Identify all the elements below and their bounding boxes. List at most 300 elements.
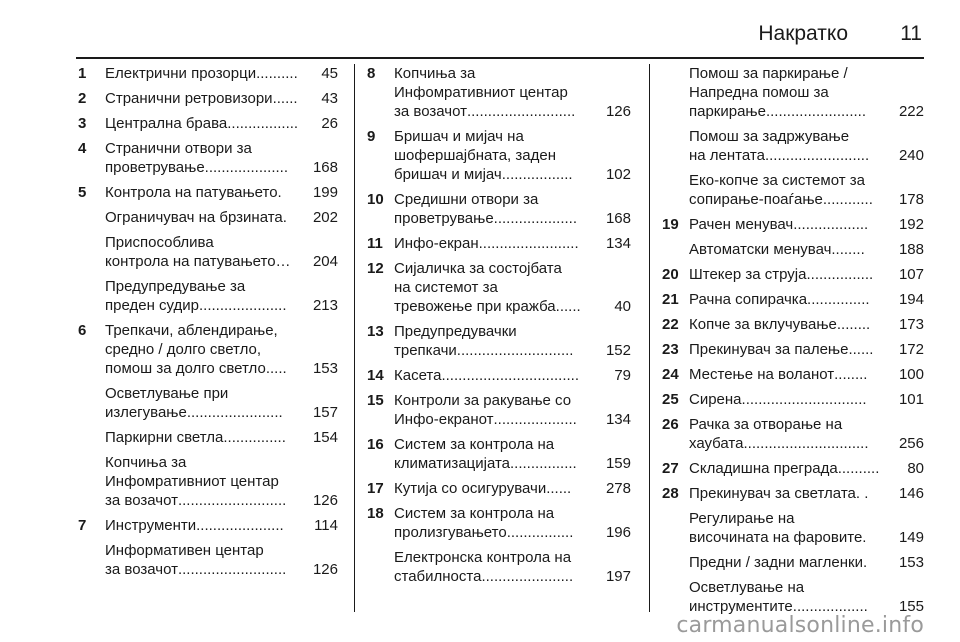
page-reference[interactable]: 173 bbox=[898, 316, 924, 333]
dot-leader: ........ bbox=[834, 366, 868, 383]
entry-title: инструментите bbox=[689, 598, 793, 615]
entry-number: 28 bbox=[662, 485, 679, 502]
entry-title: излегување bbox=[105, 404, 187, 421]
entry-title: Информативен центар bbox=[105, 542, 264, 559]
index-entry bbox=[367, 322, 631, 360]
page-reference[interactable]: 102 bbox=[605, 166, 631, 183]
page-reference[interactable]: 256 bbox=[898, 435, 924, 452]
page-reference[interactable]: 278 bbox=[605, 480, 631, 497]
entry-line bbox=[394, 454, 631, 473]
index-entry bbox=[367, 64, 631, 121]
entry-line bbox=[394, 146, 631, 165]
index-entry bbox=[662, 509, 924, 547]
entry-title: Регулирање на bbox=[689, 510, 795, 527]
entry-number: 1 bbox=[78, 65, 87, 82]
page-reference[interactable]: 79 bbox=[614, 367, 631, 384]
index-entry bbox=[662, 240, 924, 259]
entry-title: Паркирни светла bbox=[105, 429, 224, 446]
entry-line bbox=[394, 548, 631, 567]
dot-leader: .............................. bbox=[741, 391, 867, 408]
dot-leader: . bbox=[862, 529, 867, 546]
entry-number: 22 bbox=[662, 316, 679, 333]
index-entry bbox=[662, 290, 924, 309]
entry-line bbox=[105, 233, 338, 252]
page-reference[interactable]: 154 bbox=[312, 429, 338, 446]
dot-leader: ........ bbox=[836, 316, 871, 333]
index-entry bbox=[367, 504, 631, 542]
page-reference[interactable]: 26 bbox=[321, 115, 338, 132]
entry-title: Автоматски менувач bbox=[689, 241, 832, 258]
entry-title: Инфомративниот центар bbox=[105, 473, 279, 490]
entry-title: Копче за вклучување bbox=[689, 316, 837, 333]
page-reference[interactable]: 134 bbox=[605, 235, 631, 252]
entry-line bbox=[689, 528, 924, 547]
entry-title: Осветлување на bbox=[689, 579, 805, 596]
entry-number: 15 bbox=[367, 392, 384, 409]
page-reference[interactable]: 152 bbox=[605, 342, 631, 359]
page-reference[interactable]: 80 bbox=[907, 460, 924, 477]
entry-number: 8 bbox=[367, 65, 376, 82]
entry-title: Инфо-екран bbox=[394, 235, 479, 252]
entry-title: на системот за bbox=[394, 279, 498, 296]
index-entry bbox=[367, 127, 631, 184]
index-entry bbox=[662, 215, 924, 234]
dot-leader: ...... bbox=[272, 90, 298, 107]
index-entry bbox=[78, 541, 338, 579]
entry-line bbox=[105, 252, 338, 271]
entry-title: Предупредување за bbox=[105, 278, 246, 295]
entry-line bbox=[394, 435, 631, 454]
entry-line bbox=[105, 158, 338, 177]
index-entry bbox=[662, 127, 924, 165]
entry-title: за возачот bbox=[394, 103, 467, 120]
entry-title: шофершајбната, заден bbox=[394, 147, 556, 164]
entry-line bbox=[689, 415, 924, 434]
page-reference[interactable]: 126 bbox=[312, 492, 338, 509]
dot-leader: . bbox=[282, 209, 287, 226]
entry-line bbox=[394, 322, 631, 341]
entry-number: 7 bbox=[78, 517, 87, 534]
dot-leader: . bbox=[277, 184, 282, 201]
entry-line bbox=[394, 297, 631, 316]
entry-title: Електрични прозорци bbox=[105, 65, 257, 82]
entry-title: бришач и мијач bbox=[394, 166, 502, 183]
entry-title: височината на фаровите bbox=[689, 529, 863, 546]
entry-title: сопирање-поаѓање bbox=[689, 191, 823, 208]
index-entry bbox=[662, 365, 924, 384]
entry-line bbox=[394, 209, 631, 228]
entry-line bbox=[394, 504, 631, 523]
entry-line bbox=[394, 165, 631, 184]
entry-line bbox=[105, 453, 338, 472]
index-entry bbox=[78, 516, 338, 535]
entry-line bbox=[105, 384, 338, 403]
dot-leader: ................................. bbox=[441, 367, 579, 384]
entry-title: пролизгувањето bbox=[394, 524, 507, 541]
dot-leader: .......................... bbox=[466, 103, 576, 120]
index-column-3 bbox=[662, 64, 924, 616]
dot-leader: … bbox=[275, 253, 291, 270]
entry-title: за возачот bbox=[105, 561, 178, 578]
entry-title: Еко-копче за системот за bbox=[689, 172, 865, 189]
entry-line bbox=[394, 278, 631, 297]
entry-line bbox=[105, 114, 338, 133]
entry-title: Контрола на патувањето bbox=[105, 184, 278, 201]
entry-number: 19 bbox=[662, 216, 679, 233]
entry-line bbox=[394, 366, 631, 385]
dot-leader: ................ bbox=[806, 266, 874, 283]
entry-title: контрола на патувањето bbox=[105, 253, 276, 270]
index-entry bbox=[78, 453, 338, 510]
entry-line bbox=[394, 190, 631, 209]
entry-title: за возачот bbox=[105, 492, 178, 509]
dot-leader: . . bbox=[855, 485, 869, 502]
entry-line bbox=[394, 127, 631, 146]
index-entry bbox=[662, 265, 924, 284]
entry-line bbox=[689, 102, 924, 121]
page-reference[interactable]: 43 bbox=[321, 90, 338, 107]
dot-leader: .................... bbox=[204, 159, 289, 176]
entry-line bbox=[105, 139, 338, 158]
entry-title: Предни / задни магленки bbox=[689, 554, 863, 571]
page-reference[interactable]: 159 bbox=[605, 455, 631, 472]
entry-title: Трепкачи, аблендирање, bbox=[105, 322, 278, 339]
page-reference[interactable]: 45 bbox=[321, 65, 338, 82]
entry-title: преден судир bbox=[105, 297, 199, 314]
entry-line bbox=[105, 64, 338, 83]
page-reference[interactable]: 240 bbox=[898, 147, 924, 164]
index-entry bbox=[78, 277, 338, 315]
dot-leader: ..................... bbox=[199, 297, 287, 314]
entry-number: 21 bbox=[662, 291, 679, 308]
page-reference[interactable]: 168 bbox=[605, 210, 631, 227]
dot-leader: ...... bbox=[848, 341, 874, 358]
entry-line bbox=[689, 509, 924, 528]
entry-line bbox=[689, 146, 924, 165]
entry-line bbox=[105, 296, 338, 315]
entry-line bbox=[689, 83, 924, 102]
entry-line bbox=[689, 434, 924, 453]
page-reference[interactable]: 155 bbox=[898, 598, 924, 615]
entry-title: Странични отвори за bbox=[105, 140, 252, 157]
page-reference[interactable]: 222 bbox=[898, 103, 924, 120]
entry-line bbox=[105, 560, 338, 579]
index-entry bbox=[78, 139, 338, 177]
entry-line bbox=[105, 340, 338, 359]
index-entry bbox=[662, 390, 924, 409]
entry-title: Инфо-екранот bbox=[394, 411, 494, 428]
entry-title: Рачка за отворање на bbox=[689, 416, 843, 433]
page-reference[interactable]: 188 bbox=[898, 241, 924, 258]
entry-number: 12 bbox=[367, 260, 384, 277]
entry-title: Сијаличка за состојбата bbox=[394, 260, 562, 277]
entry-title: средно / долго светло, bbox=[105, 341, 262, 358]
entry-number: 10 bbox=[367, 191, 384, 208]
dot-leader: ............... bbox=[223, 429, 286, 446]
dot-leader: ..................... bbox=[196, 517, 284, 534]
entry-line bbox=[394, 523, 631, 542]
entry-line bbox=[689, 459, 924, 478]
dot-leader: .................... bbox=[493, 411, 577, 428]
entry-title: Инструменти bbox=[105, 517, 197, 534]
entry-line bbox=[689, 484, 924, 503]
dot-leader: ................ bbox=[506, 524, 574, 541]
page-reference[interactable]: 199 bbox=[312, 184, 338, 201]
entry-line bbox=[689, 578, 924, 597]
page-reference[interactable]: 107 bbox=[898, 266, 924, 283]
page-reference[interactable]: 178 bbox=[898, 191, 924, 208]
entry-number: 24 bbox=[662, 366, 679, 383]
entry-title: тревожење при кражба bbox=[394, 298, 556, 315]
column-divider bbox=[354, 64, 355, 612]
entry-line bbox=[105, 208, 338, 227]
column-divider bbox=[649, 64, 650, 612]
entry-title: проветрување bbox=[394, 210, 494, 227]
dot-leader: ............................ bbox=[456, 342, 574, 359]
index-column-1 bbox=[78, 64, 338, 579]
page-reference[interactable]: 114 bbox=[314, 517, 338, 534]
index-entry bbox=[662, 415, 924, 453]
entry-number: 18 bbox=[367, 505, 384, 522]
page-reference[interactable]: 153 bbox=[898, 554, 924, 571]
entry-line bbox=[689, 171, 924, 190]
entry-title: Помош за паркирање / bbox=[689, 65, 848, 82]
entry-line bbox=[689, 190, 924, 209]
entry-line bbox=[105, 491, 338, 510]
page-reference[interactable]: 196 bbox=[605, 524, 631, 541]
page-reference[interactable]: 134 bbox=[605, 411, 631, 428]
entry-number: 23 bbox=[662, 341, 679, 358]
dot-leader: ...... bbox=[555, 298, 581, 315]
page-reference[interactable]: 149 bbox=[898, 529, 924, 546]
entry-number: 27 bbox=[662, 460, 679, 477]
dot-leader: ...................... bbox=[481, 568, 574, 585]
entry-line bbox=[689, 290, 924, 309]
entry-number: 11 bbox=[367, 235, 383, 252]
index-entry bbox=[662, 459, 924, 478]
entry-title: Прекинувач за палење bbox=[689, 341, 849, 358]
entry-title: трепкачи bbox=[394, 342, 457, 359]
dot-leader: .......... bbox=[256, 65, 298, 82]
header-rule bbox=[76, 57, 924, 59]
dot-leader: .................. bbox=[793, 216, 869, 233]
index-entry bbox=[78, 64, 338, 83]
entry-title: Бришач и мијач на bbox=[394, 128, 524, 145]
page-reference[interactable]: 40 bbox=[614, 298, 631, 315]
entry-title: Касета bbox=[394, 367, 442, 384]
index-entry bbox=[662, 171, 924, 209]
page-reference[interactable]: 146 bbox=[898, 485, 924, 502]
entry-line bbox=[689, 365, 924, 384]
entry-title: Централна брава bbox=[105, 115, 228, 132]
entry-number: 25 bbox=[662, 391, 679, 408]
index-entry bbox=[78, 114, 338, 133]
entry-line bbox=[394, 391, 631, 410]
index-entry bbox=[662, 315, 924, 334]
entry-line bbox=[394, 102, 631, 121]
page-reference[interactable]: 172 bbox=[898, 341, 924, 358]
entry-title: Ограничувач на брзината bbox=[105, 209, 283, 226]
index-entry bbox=[367, 435, 631, 473]
entry-line bbox=[394, 234, 631, 253]
entry-line bbox=[105, 428, 338, 447]
entry-line bbox=[105, 516, 338, 535]
page-reference[interactable]: 197 bbox=[605, 568, 631, 585]
page-reference[interactable]: 192 bbox=[898, 216, 924, 233]
page-reference[interactable]: 126 bbox=[312, 561, 338, 578]
entry-title: Штекер за струја bbox=[689, 266, 807, 283]
entry-line bbox=[394, 479, 631, 498]
index-entry bbox=[78, 233, 338, 271]
entry-title: паркирање bbox=[689, 103, 766, 120]
index-entry bbox=[78, 208, 338, 227]
entry-title: Осветлување при bbox=[105, 385, 229, 402]
dot-leader: ........................ bbox=[478, 235, 579, 252]
entry-title: Местење на воланот bbox=[689, 366, 835, 383]
entry-line bbox=[105, 359, 338, 378]
entry-line bbox=[105, 321, 338, 340]
index-entry bbox=[78, 321, 338, 378]
dot-leader: ..... bbox=[265, 360, 287, 377]
entry-line bbox=[689, 215, 924, 234]
index-entry bbox=[662, 578, 924, 616]
entry-title: Средишни отвори за bbox=[394, 191, 539, 208]
entry-line bbox=[394, 567, 631, 586]
entry-line bbox=[105, 277, 338, 296]
entry-title: Кутија со осигурувачи bbox=[394, 480, 547, 497]
page-reference[interactable]: 101 bbox=[898, 391, 924, 408]
entry-line bbox=[105, 541, 338, 560]
index-entry bbox=[367, 234, 631, 253]
entry-title: Систем за контрола на bbox=[394, 505, 555, 522]
dot-leader: .......................... bbox=[177, 561, 287, 578]
entry-title: климатизацијата bbox=[394, 455, 511, 472]
entry-title: Контроли за ракување со bbox=[394, 392, 572, 409]
dot-leader: ......................... bbox=[764, 147, 870, 164]
entry-title: Инфомративниот центар bbox=[394, 84, 568, 101]
entry-number: 16 bbox=[367, 436, 384, 453]
index-entry bbox=[367, 479, 631, 498]
entry-title: Складишна преграда bbox=[689, 460, 838, 477]
entry-title: Помош за задржување bbox=[689, 128, 850, 145]
page-reference[interactable]: 168 bbox=[312, 159, 338, 176]
entry-line bbox=[394, 83, 631, 102]
entry-line bbox=[105, 472, 338, 491]
entry-number: 13 bbox=[367, 323, 384, 340]
entry-title: Рачен менувач bbox=[689, 216, 794, 233]
entry-line bbox=[689, 240, 924, 259]
entry-line bbox=[689, 127, 924, 146]
index-entry bbox=[78, 183, 338, 202]
page-reference[interactable]: 194 bbox=[898, 291, 924, 308]
entry-line bbox=[105, 403, 338, 422]
page-header bbox=[0, 0, 960, 56]
dot-leader: ................ bbox=[510, 455, 577, 472]
entry-number: 2 bbox=[78, 90, 87, 107]
page-reference[interactable]: 204 bbox=[312, 253, 338, 270]
dot-leader: ...... bbox=[546, 480, 572, 497]
entry-title: Систем за контрола на bbox=[394, 436, 555, 453]
entry-title: проветрување bbox=[105, 159, 205, 176]
page-title: Накратко bbox=[758, 22, 848, 45]
entry-number: 20 bbox=[662, 266, 679, 283]
entry-number: 4 bbox=[78, 140, 87, 157]
index-entry bbox=[367, 366, 631, 385]
entry-number: 17 bbox=[367, 480, 384, 497]
index-entry bbox=[367, 391, 631, 429]
dot-leader: .................... bbox=[493, 210, 578, 227]
page-reference[interactable]: 202 bbox=[312, 209, 338, 226]
index-entry bbox=[78, 428, 338, 447]
index-entry bbox=[662, 484, 924, 503]
entry-line bbox=[689, 315, 924, 334]
index-entry bbox=[367, 548, 631, 586]
page-reference[interactable]: 157 bbox=[312, 404, 338, 421]
page-reference[interactable]: 126 bbox=[605, 103, 631, 120]
entry-number: 5 bbox=[78, 184, 87, 201]
entry-line bbox=[105, 89, 338, 108]
entry-line bbox=[689, 64, 924, 83]
entry-number: 3 bbox=[78, 115, 87, 132]
page-reference[interactable]: 100 bbox=[898, 366, 924, 383]
entry-line bbox=[689, 553, 924, 572]
index-entry bbox=[78, 89, 338, 108]
dot-leader: ............... bbox=[807, 291, 870, 308]
dot-leader: .......................... bbox=[177, 492, 287, 509]
entry-line bbox=[394, 64, 631, 83]
entry-title: помош за долго светло bbox=[105, 360, 266, 377]
watermark: carmanualsonline.info bbox=[676, 613, 924, 638]
dot-leader: ........ bbox=[831, 241, 865, 258]
page-number: 11 bbox=[900, 22, 922, 45]
entry-title: Рачна сопирачка bbox=[689, 291, 808, 308]
dot-leader: ........................ bbox=[765, 103, 866, 120]
entry-title: хаубата bbox=[689, 435, 744, 452]
dot-leader: .................. bbox=[792, 598, 868, 615]
entry-line bbox=[689, 265, 924, 284]
entry-number: 9 bbox=[367, 128, 376, 145]
entry-line bbox=[394, 341, 631, 360]
entry-title: Копчиња за bbox=[394, 65, 476, 82]
entry-line bbox=[689, 340, 924, 359]
entry-title: стабилноста bbox=[394, 568, 482, 585]
dot-leader: . bbox=[862, 554, 868, 571]
index-entry bbox=[78, 384, 338, 422]
entry-title: Странични ретровизори bbox=[105, 90, 273, 107]
entry-title: Напредна помош за bbox=[689, 84, 829, 101]
entry-title: Предупредувачки bbox=[394, 323, 517, 340]
index-column-2 bbox=[367, 64, 631, 586]
entry-title: Приспособлива bbox=[105, 234, 214, 251]
index-entry bbox=[367, 259, 631, 316]
dot-leader: ................. bbox=[227, 115, 299, 132]
dot-leader: ....................... bbox=[186, 404, 283, 421]
entry-line bbox=[394, 410, 631, 429]
page-reference[interactable]: 213 bbox=[312, 297, 338, 314]
index-entry bbox=[662, 553, 924, 572]
dot-leader: .......... bbox=[837, 460, 880, 477]
index-entry bbox=[367, 190, 631, 228]
entry-title: Сирена bbox=[689, 391, 742, 408]
dot-leader: .............................. bbox=[743, 435, 869, 452]
entry-title: Копчиња за bbox=[105, 454, 187, 471]
entry-number: 26 bbox=[662, 416, 679, 433]
page-reference[interactable]: 153 bbox=[312, 360, 338, 377]
entry-line bbox=[105, 183, 338, 202]
dot-leader: ............ bbox=[822, 191, 873, 208]
entry-number: 14 bbox=[367, 367, 384, 384]
entry-title: Прекинувач за светлата bbox=[689, 485, 856, 502]
